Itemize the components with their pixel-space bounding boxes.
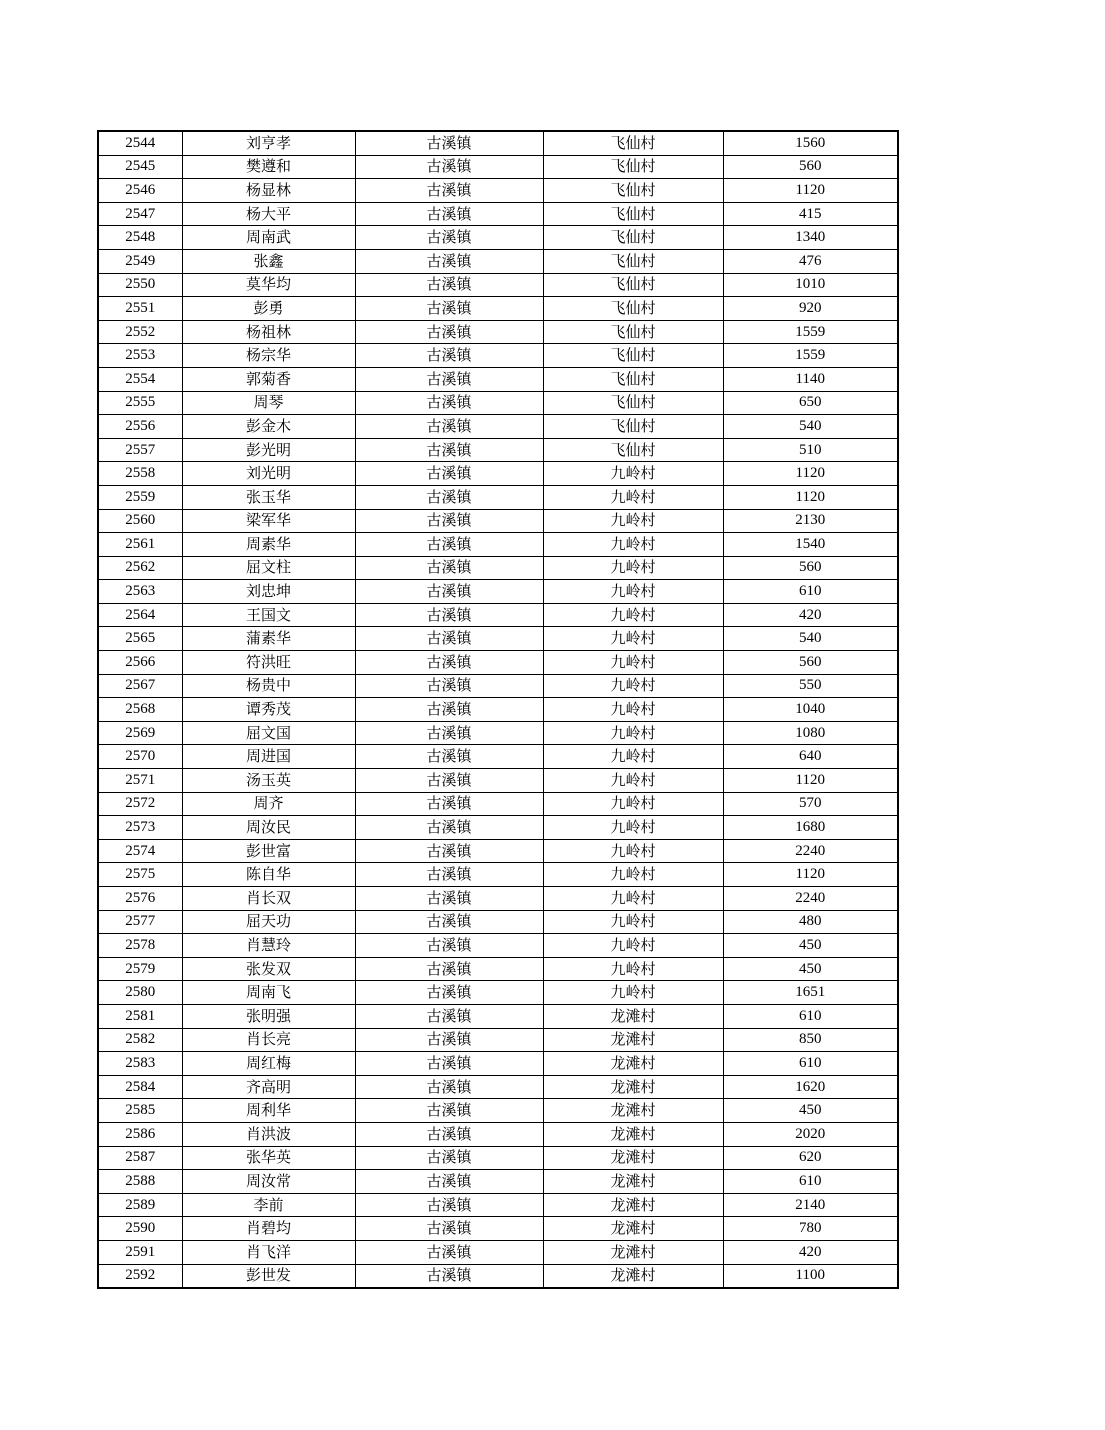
person-name-cell: 周素华 [182, 533, 355, 557]
table-row [98, 1193, 898, 1217]
serial-number-cell: 2544 [98, 131, 182, 155]
village-cell: 飞仙村 [543, 273, 723, 297]
serial-number-cell: 2587 [98, 1146, 182, 1170]
amount-cell: 1559 [723, 344, 898, 368]
table-row [98, 438, 898, 462]
table-row [98, 249, 898, 273]
roster-table [97, 130, 899, 1289]
serial-number-cell: 2552 [98, 320, 182, 344]
person-name-cell: 彭世富 [182, 839, 355, 863]
village-cell: 飞仙村 [543, 155, 723, 179]
table-row [98, 226, 898, 250]
town-cell: 古溪镇 [355, 816, 543, 840]
serial-number-cell: 2584 [98, 1075, 182, 1099]
amount-cell: 1040 [723, 698, 898, 722]
table-row [98, 1264, 898, 1288]
village-cell: 九岭村 [543, 863, 723, 887]
village-cell: 九岭村 [543, 603, 723, 627]
amount-cell: 560 [723, 155, 898, 179]
amount-cell: 1540 [723, 533, 898, 557]
serial-number-cell: 2579 [98, 957, 182, 981]
village-cell: 飞仙村 [543, 179, 723, 203]
town-cell: 古溪镇 [355, 155, 543, 179]
village-cell: 飞仙村 [543, 438, 723, 462]
person-name-cell: 周红梅 [182, 1052, 355, 1076]
person-name-cell: 张华英 [182, 1146, 355, 1170]
amount-cell: 640 [723, 745, 898, 769]
person-name-cell: 汤玉英 [182, 769, 355, 793]
table-row [98, 367, 898, 391]
table-row [98, 1099, 898, 1123]
village-cell: 龙滩村 [543, 1122, 723, 1146]
town-cell: 古溪镇 [355, 391, 543, 415]
village-cell: 九岭村 [543, 509, 723, 533]
amount-cell: 1651 [723, 981, 898, 1005]
amount-cell: 620 [723, 1146, 898, 1170]
person-name-cell: 刘忠坤 [182, 580, 355, 604]
town-cell: 古溪镇 [355, 745, 543, 769]
person-name-cell: 周齐 [182, 792, 355, 816]
serial-number-cell: 2546 [98, 179, 182, 203]
village-cell: 龙滩村 [543, 1240, 723, 1264]
serial-number-cell: 2555 [98, 391, 182, 415]
table-row [98, 297, 898, 321]
amount-cell: 610 [723, 1052, 898, 1076]
serial-number-cell: 2556 [98, 415, 182, 439]
village-cell: 龙滩村 [543, 1217, 723, 1241]
amount-cell: 2140 [723, 1193, 898, 1217]
serial-number-cell: 2585 [98, 1099, 182, 1123]
table-row [98, 202, 898, 226]
serial-number-cell: 2549 [98, 249, 182, 273]
amount-cell: 476 [723, 249, 898, 273]
town-cell: 古溪镇 [355, 556, 543, 580]
village-cell: 飞仙村 [543, 344, 723, 368]
village-cell: 飞仙村 [543, 367, 723, 391]
amount-cell: 2130 [723, 509, 898, 533]
serial-number-cell: 2578 [98, 934, 182, 958]
village-cell: 九岭村 [543, 792, 723, 816]
amount-cell: 1120 [723, 863, 898, 887]
person-name-cell: 齐高明 [182, 1075, 355, 1099]
village-cell: 九岭村 [543, 839, 723, 863]
town-cell: 古溪镇 [355, 1052, 543, 1076]
amount-cell: 610 [723, 580, 898, 604]
person-name-cell: 杨显林 [182, 179, 355, 203]
village-cell: 九岭村 [543, 721, 723, 745]
serial-number-cell: 2573 [98, 816, 182, 840]
serial-number-cell: 2559 [98, 485, 182, 509]
amount-cell: 1120 [723, 485, 898, 509]
town-cell: 古溪镇 [355, 1170, 543, 1194]
table-row [98, 462, 898, 486]
amount-cell: 420 [723, 1240, 898, 1264]
village-cell: 九岭村 [543, 462, 723, 486]
town-cell: 古溪镇 [355, 863, 543, 887]
town-cell: 古溪镇 [355, 1075, 543, 1099]
serial-number-cell: 2569 [98, 721, 182, 745]
amount-cell: 420 [723, 603, 898, 627]
serial-number-cell: 2571 [98, 769, 182, 793]
town-cell: 古溪镇 [355, 1004, 543, 1028]
table-row [98, 816, 898, 840]
amount-cell: 450 [723, 934, 898, 958]
person-name-cell: 彭金木 [182, 415, 355, 439]
village-cell: 九岭村 [543, 556, 723, 580]
amount-cell: 610 [723, 1170, 898, 1194]
village-cell: 九岭村 [543, 485, 723, 509]
town-cell: 古溪镇 [355, 674, 543, 698]
person-name-cell: 周汝民 [182, 816, 355, 840]
amount-cell: 540 [723, 415, 898, 439]
town-cell: 古溪镇 [355, 249, 543, 273]
amount-cell: 920 [723, 297, 898, 321]
serial-number-cell: 2565 [98, 627, 182, 651]
person-name-cell: 周汝常 [182, 1170, 355, 1194]
amount-cell: 1560 [723, 131, 898, 155]
person-name-cell: 肖碧均 [182, 1217, 355, 1241]
village-cell: 九岭村 [543, 745, 723, 769]
serial-number-cell: 2551 [98, 297, 182, 321]
town-cell: 古溪镇 [355, 202, 543, 226]
table-row [98, 721, 898, 745]
town-cell: 古溪镇 [355, 1028, 543, 1052]
person-name-cell: 周琴 [182, 391, 355, 415]
town-cell: 古溪镇 [355, 1146, 543, 1170]
town-cell: 古溪镇 [355, 721, 543, 745]
village-cell: 九岭村 [543, 887, 723, 911]
person-name-cell: 周利华 [182, 1099, 355, 1123]
town-cell: 古溪镇 [355, 580, 543, 604]
table-row [98, 1122, 898, 1146]
town-cell: 古溪镇 [355, 957, 543, 981]
serial-number-cell: 2545 [98, 155, 182, 179]
table-row [98, 603, 898, 627]
village-cell: 龙滩村 [543, 1052, 723, 1076]
town-cell: 古溪镇 [355, 769, 543, 793]
amount-cell: 1010 [723, 273, 898, 297]
table-row [98, 391, 898, 415]
amount-cell: 2240 [723, 887, 898, 911]
serial-number-cell: 2590 [98, 1217, 182, 1241]
village-cell: 九岭村 [543, 651, 723, 675]
serial-number-cell: 2564 [98, 603, 182, 627]
town-cell: 古溪镇 [355, 485, 543, 509]
table-row [98, 533, 898, 557]
serial-number-cell: 2577 [98, 910, 182, 934]
town-cell: 古溪镇 [355, 438, 543, 462]
serial-number-cell: 2560 [98, 509, 182, 533]
serial-number-cell: 2572 [98, 792, 182, 816]
town-cell: 古溪镇 [355, 1217, 543, 1241]
table-row [98, 320, 898, 344]
town-cell: 古溪镇 [355, 792, 543, 816]
serial-number-cell: 2562 [98, 556, 182, 580]
serial-number-cell: 2567 [98, 674, 182, 698]
amount-cell: 550 [723, 674, 898, 698]
table-row [98, 910, 898, 934]
town-cell: 古溪镇 [355, 627, 543, 651]
serial-number-cell: 2554 [98, 367, 182, 391]
serial-number-cell: 2581 [98, 1004, 182, 1028]
village-cell: 九岭村 [543, 910, 723, 934]
table-row [98, 155, 898, 179]
amount-cell: 650 [723, 391, 898, 415]
serial-number-cell: 2561 [98, 533, 182, 557]
village-cell: 龙滩村 [543, 1170, 723, 1194]
serial-number-cell: 2558 [98, 462, 182, 486]
table-row [98, 415, 898, 439]
serial-number-cell: 2570 [98, 745, 182, 769]
village-cell: 九岭村 [543, 957, 723, 981]
roster-table-body [98, 131, 898, 1288]
amount-cell: 850 [723, 1028, 898, 1052]
village-cell: 飞仙村 [543, 202, 723, 226]
table-row [98, 863, 898, 887]
person-name-cell: 张发双 [182, 957, 355, 981]
amount-cell: 1340 [723, 226, 898, 250]
town-cell: 古溪镇 [355, 131, 543, 155]
person-name-cell: 李前 [182, 1193, 355, 1217]
table-row [98, 1075, 898, 1099]
serial-number-cell: 2586 [98, 1122, 182, 1146]
person-name-cell: 郭菊香 [182, 367, 355, 391]
village-cell: 龙滩村 [543, 1193, 723, 1217]
amount-cell: 1620 [723, 1075, 898, 1099]
serial-number-cell: 2548 [98, 226, 182, 250]
village-cell: 九岭村 [543, 769, 723, 793]
village-cell: 九岭村 [543, 816, 723, 840]
table-row [98, 485, 898, 509]
serial-number-cell: 2588 [98, 1170, 182, 1194]
town-cell: 古溪镇 [355, 462, 543, 486]
table-row [98, 1170, 898, 1194]
table-row [98, 1004, 898, 1028]
amount-cell: 1100 [723, 1264, 898, 1288]
village-cell: 九岭村 [543, 981, 723, 1005]
table-row [98, 745, 898, 769]
town-cell: 古溪镇 [355, 1099, 543, 1123]
serial-number-cell: 2589 [98, 1193, 182, 1217]
table-row [98, 509, 898, 533]
serial-number-cell: 2574 [98, 839, 182, 863]
person-name-cell: 张玉华 [182, 485, 355, 509]
amount-cell: 1080 [723, 721, 898, 745]
table-row [98, 179, 898, 203]
table-row [98, 627, 898, 651]
village-cell: 九岭村 [543, 698, 723, 722]
serial-number-cell: 2563 [98, 580, 182, 604]
village-cell: 九岭村 [543, 674, 723, 698]
town-cell: 古溪镇 [355, 415, 543, 439]
person-name-cell: 彭勇 [182, 297, 355, 321]
serial-number-cell: 2583 [98, 1052, 182, 1076]
person-name-cell: 杨大平 [182, 202, 355, 226]
village-cell: 飞仙村 [543, 226, 723, 250]
town-cell: 古溪镇 [355, 934, 543, 958]
town-cell: 古溪镇 [355, 1122, 543, 1146]
person-name-cell: 肖长双 [182, 887, 355, 911]
village-cell: 龙滩村 [543, 1146, 723, 1170]
village-cell: 飞仙村 [543, 415, 723, 439]
town-cell: 古溪镇 [355, 273, 543, 297]
amount-cell: 2020 [723, 1122, 898, 1146]
serial-number-cell: 2592 [98, 1264, 182, 1288]
town-cell: 古溪镇 [355, 651, 543, 675]
person-name-cell: 梁军华 [182, 509, 355, 533]
person-name-cell: 陈自华 [182, 863, 355, 887]
village-cell: 龙滩村 [543, 1004, 723, 1028]
person-name-cell: 屈文国 [182, 721, 355, 745]
person-name-cell: 杨宗华 [182, 344, 355, 368]
amount-cell: 450 [723, 957, 898, 981]
table-row [98, 981, 898, 1005]
amount-cell: 1559 [723, 320, 898, 344]
amount-cell: 610 [723, 1004, 898, 1028]
town-cell: 古溪镇 [355, 1193, 543, 1217]
town-cell: 古溪镇 [355, 910, 543, 934]
table-row [98, 1028, 898, 1052]
person-name-cell: 杨祖林 [182, 320, 355, 344]
serial-number-cell: 2580 [98, 981, 182, 1005]
village-cell: 九岭村 [543, 627, 723, 651]
village-cell: 九岭村 [543, 934, 723, 958]
person-name-cell: 屈文柱 [182, 556, 355, 580]
town-cell: 古溪镇 [355, 226, 543, 250]
town-cell: 古溪镇 [355, 839, 543, 863]
table-row [98, 1240, 898, 1264]
amount-cell: 780 [723, 1217, 898, 1241]
table-row [98, 934, 898, 958]
village-cell: 龙滩村 [543, 1028, 723, 1052]
person-name-cell: 蒲素华 [182, 627, 355, 651]
town-cell: 古溪镇 [355, 981, 543, 1005]
amount-cell: 480 [723, 910, 898, 934]
village-cell: 九岭村 [543, 533, 723, 557]
person-name-cell: 屈天功 [182, 910, 355, 934]
person-name-cell: 张明强 [182, 1004, 355, 1028]
person-name-cell: 肖洪波 [182, 1122, 355, 1146]
town-cell: 古溪镇 [355, 344, 543, 368]
person-name-cell: 符洪旺 [182, 651, 355, 675]
table-row [98, 651, 898, 675]
person-name-cell: 周南飞 [182, 981, 355, 1005]
table-row [98, 1052, 898, 1076]
town-cell: 古溪镇 [355, 698, 543, 722]
table-row [98, 1146, 898, 1170]
serial-number-cell: 2550 [98, 273, 182, 297]
serial-number-cell: 2576 [98, 887, 182, 911]
person-name-cell: 谭秀茂 [182, 698, 355, 722]
town-cell: 古溪镇 [355, 179, 543, 203]
person-name-cell: 周进国 [182, 745, 355, 769]
person-name-cell: 刘光明 [182, 462, 355, 486]
serial-number-cell: 2575 [98, 863, 182, 887]
person-name-cell: 肖飞洋 [182, 1240, 355, 1264]
amount-cell: 560 [723, 651, 898, 675]
person-name-cell: 樊遵和 [182, 155, 355, 179]
table-row [98, 344, 898, 368]
village-cell: 飞仙村 [543, 320, 723, 344]
amount-cell: 1680 [723, 816, 898, 840]
village-cell: 龙滩村 [543, 1264, 723, 1288]
village-cell: 龙滩村 [543, 1075, 723, 1099]
serial-number-cell: 2553 [98, 344, 182, 368]
table-row [98, 887, 898, 911]
table-row [98, 698, 898, 722]
amount-cell: 560 [723, 556, 898, 580]
town-cell: 古溪镇 [355, 1264, 543, 1288]
amount-cell: 540 [723, 627, 898, 651]
person-name-cell: 杨贵中 [182, 674, 355, 698]
serial-number-cell: 2547 [98, 202, 182, 226]
person-name-cell: 王国文 [182, 603, 355, 627]
town-cell: 古溪镇 [355, 367, 543, 391]
person-name-cell: 彭世发 [182, 1264, 355, 1288]
village-cell: 飞仙村 [543, 249, 723, 273]
amount-cell: 570 [723, 792, 898, 816]
person-name-cell: 张鑫 [182, 249, 355, 273]
amount-cell: 450 [723, 1099, 898, 1123]
town-cell: 古溪镇 [355, 509, 543, 533]
table-row [98, 792, 898, 816]
amount-cell: 415 [723, 202, 898, 226]
serial-number-cell: 2557 [98, 438, 182, 462]
village-cell: 飞仙村 [543, 391, 723, 415]
amount-cell: 1120 [723, 462, 898, 486]
amount-cell: 1120 [723, 179, 898, 203]
person-name-cell: 刘亨孝 [182, 131, 355, 155]
table-row [98, 131, 898, 155]
table-row [98, 1217, 898, 1241]
serial-number-cell: 2568 [98, 698, 182, 722]
serial-number-cell: 2566 [98, 651, 182, 675]
town-cell: 古溪镇 [355, 533, 543, 557]
person-name-cell: 肖慧玲 [182, 934, 355, 958]
town-cell: 古溪镇 [355, 603, 543, 627]
town-cell: 古溪镇 [355, 297, 543, 321]
table-row [98, 556, 898, 580]
table-row [98, 273, 898, 297]
village-cell: 飞仙村 [543, 131, 723, 155]
amount-cell: 2240 [723, 839, 898, 863]
table-row [98, 839, 898, 863]
table-row [98, 769, 898, 793]
table-row [98, 674, 898, 698]
person-name-cell: 彭光明 [182, 438, 355, 462]
amount-cell: 1120 [723, 769, 898, 793]
village-cell: 飞仙村 [543, 297, 723, 321]
person-name-cell: 莫华均 [182, 273, 355, 297]
village-cell: 九岭村 [543, 580, 723, 604]
serial-number-cell: 2582 [98, 1028, 182, 1052]
person-name-cell: 周南武 [182, 226, 355, 250]
village-cell: 龙滩村 [543, 1099, 723, 1123]
town-cell: 古溪镇 [355, 320, 543, 344]
town-cell: 古溪镇 [355, 887, 543, 911]
amount-cell: 1140 [723, 367, 898, 391]
table-row [98, 957, 898, 981]
amount-cell: 510 [723, 438, 898, 462]
table-row [98, 580, 898, 604]
serial-number-cell: 2591 [98, 1240, 182, 1264]
person-name-cell: 肖长亮 [182, 1028, 355, 1052]
town-cell: 古溪镇 [355, 1240, 543, 1264]
